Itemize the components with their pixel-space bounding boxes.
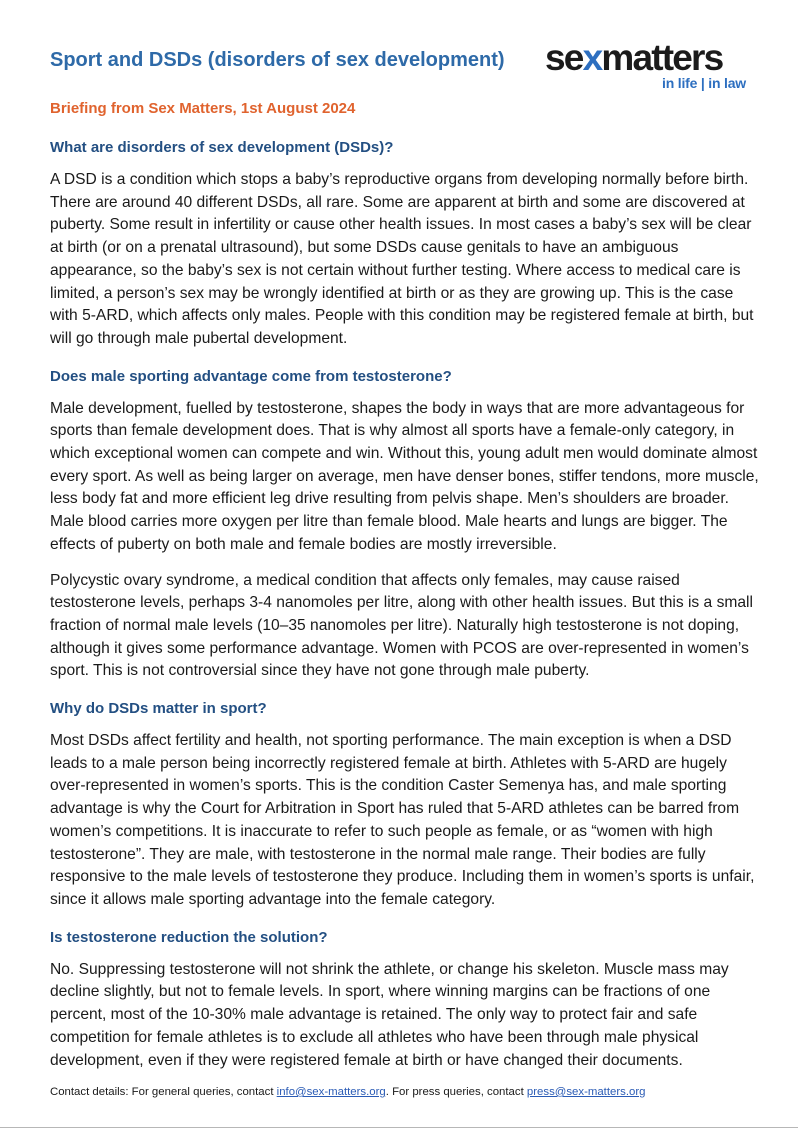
- logo-wordmark-x: x: [582, 37, 602, 78]
- briefing-subtitle: Briefing from Sex Matters, 1st August 2024: [50, 100, 356, 117]
- section-testosterone-reduction: [50, 927, 762, 1073]
- footer-divider: [0, 1127, 798, 1128]
- logo-wordmark-part1: se: [545, 37, 583, 78]
- section-male-advantage: [50, 366, 762, 683]
- paragraph: A DSD is a condition which stops a baby’s reproductive organs from developing normally before birth. There are around 40 different DSDs, all rare. Some are apparent at birth and some are discovered at puberty. Some result in infertility or cause other health issues. In most cases a baby’s sex will be clear at birth (or on a prenatal ultrasound), but some DSDs cause genitals to have an ambiguous appearance, so the baby’s sex is not certain without further testing. Where access to medical care is limited, a person’s sex may be wrongly identified at birth or as they are growing up. This is the case with 5-ARD, which affects only males. People with this condition may be registered female at birth, but will go through male pubertal development.: [50, 171, 754, 347]
- contact-prefix: Contact details: For general queries, contact: [50, 1086, 277, 1098]
- general-email-link[interactable]: info@sex-matters.org: [276, 1086, 386, 1098]
- sex-matters-logo: [545, 38, 750, 94]
- logo-wordmark: [545, 38, 722, 78]
- contact-details: [50, 1086, 645, 1098]
- paragraph: No. Suppressing testosterone will not shrink the athlete, or change his skeleton. Muscle mass may decline slightly, but not to female levels. In sport, where winning margins can be fractions of one percent, most of the 10-30% male advantage is retained. The only way to protect fair and safe competition for female athletes is to exclude all athletes who have been through male physical development, even if they were registered female at birth or have changed their documents.: [50, 960, 729, 1069]
- section-why-dsds-matter: [50, 698, 762, 912]
- logo-tagline: in life | in law: [662, 75, 746, 91]
- logo-wordmark-part3: matters: [601, 37, 723, 78]
- briefing-content: [50, 137, 762, 1072]
- paragraph: Male development, fuelled by testosterone, shapes the body in ways that are more advantageous for sports than female development does. That is why almost all sports have a female-only category, in which exceptional women can compete and win. Without this, young adult men would dominate almost every sport. As well as being larger on average, men have denser bones, stiffer tendons, more muscle, less body fat and more efficient leg drive resulting from pelvis shape. Men’s shoulders are broader. Male blood carries more oxygen per litre than female blood. Male hearts and lungs are bigger. The effects of puberty on both male and female bodies are mostly irreversible.: [50, 399, 759, 553]
- press-email-link[interactable]: press@sex-matters.org: [526, 1086, 646, 1098]
- paragraph: Most DSDs affect fertility and health, not sporting performance. The main exception is when a DSD leads to a male person being incorrectly registered female at birth. Athletes with 5-ARD are hugely over-represented in women’s sports. This is the condition Caster Semenya has, and male sporting advantage is why the Court for Arbitration in Sport has ruled that 5-ARD athletes can be barred from women’s competitions. It is inaccurate to refer to such people as female, or as “women with high testosterone”. They are male, with testosterone in the normal male range. Their bodies are fully responsive to the male levels of testosterone they produce. Including them in women’s sports is unfair, since it allows male sporting advantage into the female category.: [50, 732, 755, 908]
- page-title: Sport and DSDs (disorders of sex development): [50, 49, 505, 71]
- section-what-are-dsds: [50, 137, 762, 351]
- paragraph: Polycystic ovary syndrome, a medical condition that affects only females, may cause raised testosterone levels, perhaps 3-4 nanomoles per litre, along with other health issues. But this is a small fraction of normal male levels (10–35 nanomoles per litre). Naturally high testosterone is not doping, although it gives some performance advantage. Women with PCOS are over-represented in women’s sport. This is not controversial since they have not gone through male puberty.: [50, 571, 753, 680]
- section-heading: Why do DSDs matter in sport?: [50, 700, 267, 718]
- section-heading: What are disorders of sex development (DSDs)?: [50, 139, 394, 156]
- contact-middle: . For press queries, contact: [385, 1086, 527, 1098]
- section-heading: Is testosterone reduction the solution?: [50, 928, 328, 946]
- section-heading: Does male sporting advantage come from testosterone?: [50, 367, 452, 385]
